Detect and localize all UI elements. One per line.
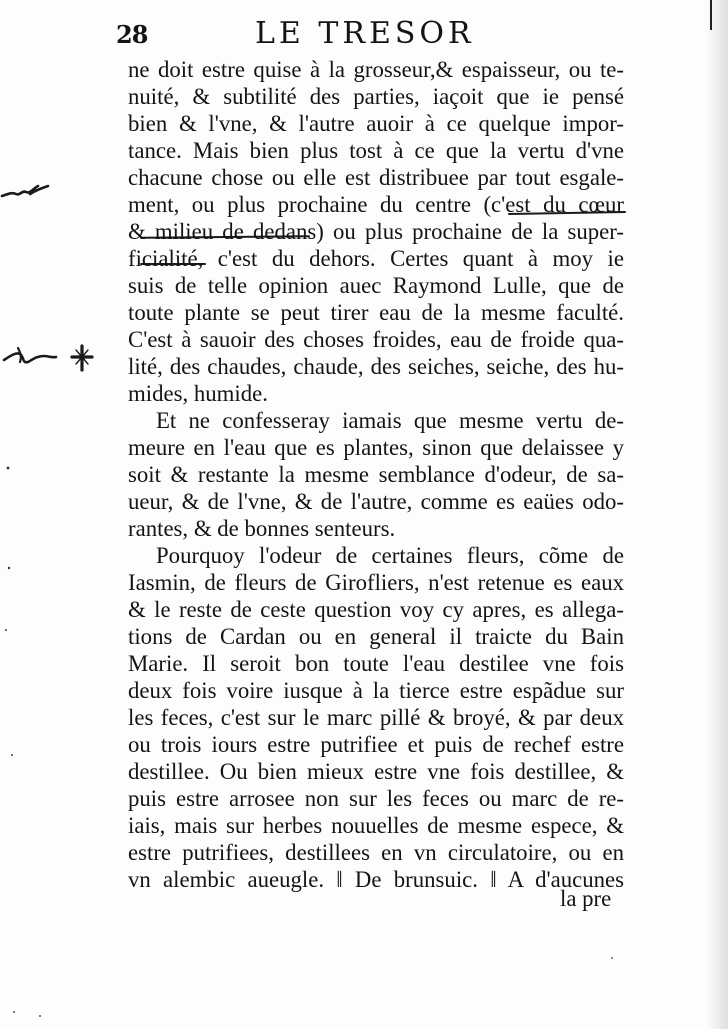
text-line: rantes, & de bonnes senteurs. (128, 516, 396, 541)
text-line: ne doit estre quise à la grosseur,& espaisseur, ou te- (128, 57, 624, 82)
text-line: puis estre arrosee non sur les feces ou marc de re- (128, 786, 624, 811)
text-line: deux fois voire iusque à la tierce estre espãdue sur (128, 678, 624, 703)
text-line: tance. Mais bien plus tost à ce que la vertu d'vne (128, 138, 624, 163)
text-line: vn alembic aueugle. ‖ De brunsuic. ‖ A d'aucunes (128, 867, 624, 892)
text-line: les feces, c'est sur le marc pillé & broyé, & par deux (128, 705, 624, 730)
text-line: meure en l'eau que es plantes, sinon que delaissee y (128, 435, 624, 460)
text-line: ficialité, c'est du dehors. Certes quant à moy ie (128, 246, 624, 271)
text-line: lité, des chaudes, chaude, des seiches, seiche, des hu- (128, 354, 624, 379)
text-line: Pourquoy l'odeur de certaines fleurs, cõme de (156, 543, 624, 568)
body-text (128, 56, 624, 893)
text-line: chacune chose ou elle est distribuee par tout esgale- (128, 165, 624, 190)
text-line: & le reste de ceste question voy cy apres, es allega- (128, 597, 624, 622)
text-line: Marie. Il seroit bon toute l'eau destilee vne fois (128, 651, 624, 676)
text-line: ment, ou plus prochaine du centre (c'est du cœur (128, 192, 624, 217)
page-number: 28 (116, 20, 148, 49)
text-line: nuité, & subtilité des parties, iaçoit que ie pensé (128, 84, 624, 109)
running-title: LE TRESOR (255, 16, 475, 51)
text-line: tions de Cardan ou en general il traicte du Bain (128, 624, 624, 649)
catchword: la pre (560, 886, 612, 911)
text-line: toute plante se peut tirer eau de la mesme faculté. (128, 300, 624, 325)
text-line: suis de telle opinion auec Raymond Lulle, que de (128, 273, 624, 298)
text-line: iais, mais sur herbes nouuelles de mesme espece, & (128, 813, 624, 838)
text-line: ueur, & de l'vne, & de l'autre, comme es eaües odo- (128, 489, 624, 514)
text-line: estre putrifiees, destillees en vn circulatoire, ou en (128, 840, 624, 865)
text-line: ou trois iours estre putrifiee et puis de rechef estre (128, 732, 624, 757)
text-line: & milieu de dedans) ou plus prochaine de la super- (128, 219, 624, 244)
text-line: mides, humide. (128, 381, 268, 406)
text-line: bien & l'vne, & l'autre auoir à ce quelque impor- (128, 111, 624, 136)
text-line: soit & restante la mesme semblance d'odeur, de sa- (128, 462, 624, 487)
text-line: Iasmin, de fleurs de Girofliers, n'est retenue es eaux (128, 570, 624, 595)
text-line: destillee. Ou bien mieux estre vne fois destillee, & (128, 759, 624, 784)
text-line: C'est à sauoir des choses froides, eau de froide qua- (128, 327, 624, 352)
text-line: Et ne confesseray iamais que mesme vertu de- (156, 408, 624, 433)
